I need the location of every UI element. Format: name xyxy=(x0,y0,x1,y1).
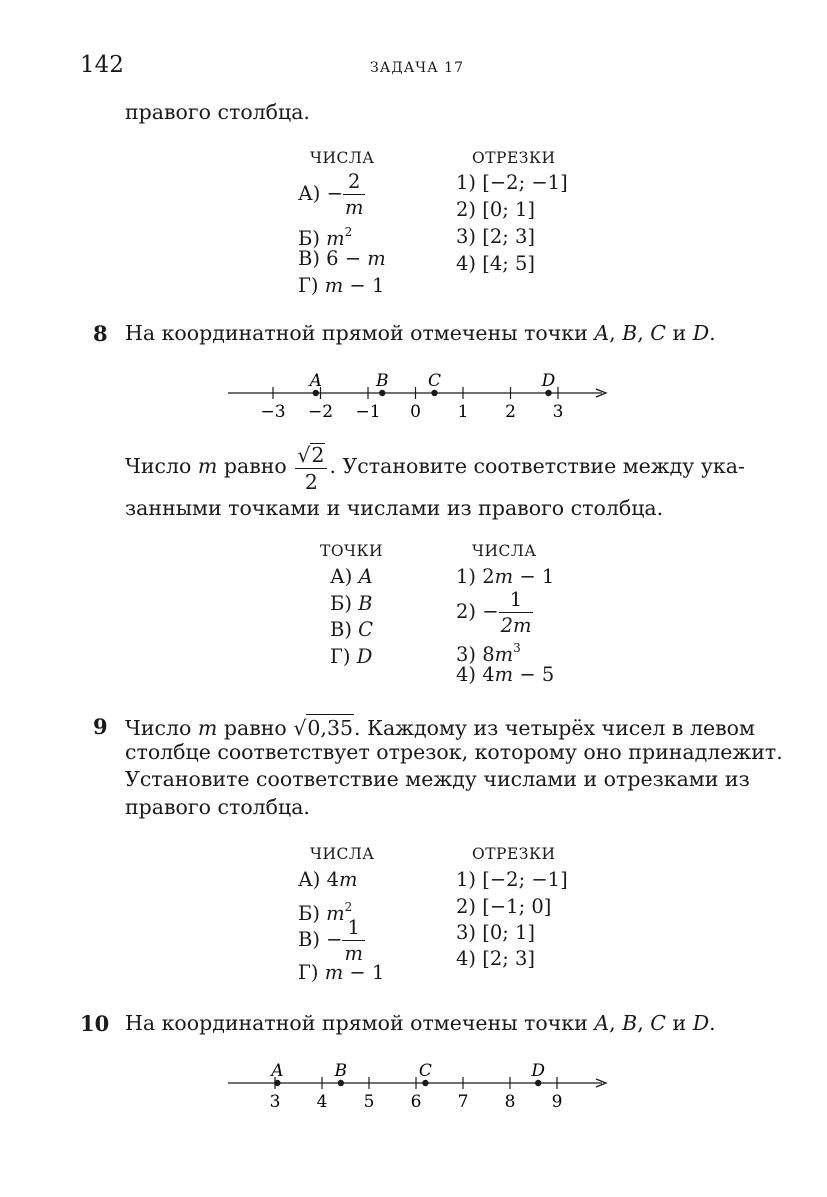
table3-item-a: А) 4m xyxy=(298,868,358,891)
continuation-text: правого столбца. xyxy=(125,100,310,124)
table3-item-g: Г) m − 1 xyxy=(298,961,385,984)
point-label: A xyxy=(309,371,322,391)
number-line-8 xyxy=(0,360,827,430)
table1-item-b: Б) $m^2$ xyxy=(298,225,353,250)
table2-point-b: Б) B xyxy=(330,592,373,615)
problem-10-number: 10 xyxy=(80,1011,110,1036)
table3-segment-2: 2) [−1; 0] xyxy=(456,895,552,918)
problem-8-statement: На координатной прямой отмечены точки A, B, C и D. xyxy=(125,321,716,345)
table2-point-c: В) C xyxy=(330,618,374,641)
problem-8-condition-line2: занными точками и числами из правого столбца. xyxy=(125,496,664,520)
table2-number-1: 1) 2m − 1 xyxy=(456,565,555,588)
table1-segment-1: 1) [−2; −1] xyxy=(456,171,568,194)
problem-8-number: 8 xyxy=(93,321,108,346)
tick-label: 1 xyxy=(457,402,469,422)
table3-segment-1: 1) [−2; −1] xyxy=(456,868,568,891)
table2-point-d: Г) D xyxy=(330,645,373,668)
table3-segment-4: 4) [2; 3] xyxy=(456,947,536,970)
point-label: B xyxy=(376,371,389,391)
table2-point-a: А) A xyxy=(330,565,373,588)
table1-segment-3: 3) [2; 3] xyxy=(456,225,536,248)
tick-label: 3 xyxy=(269,1092,281,1112)
table3-segment-3: 3) [0; 1] xyxy=(456,921,536,944)
table3-right-header: ОТРЕЗКИ xyxy=(472,845,556,863)
point-label: B xyxy=(334,1061,348,1081)
tick-label: 9 xyxy=(551,1092,563,1112)
problem-9-number: 9 xyxy=(93,714,108,739)
point-label: C xyxy=(427,371,442,391)
table2-number-4: 4) 4m − 5 xyxy=(456,663,555,686)
table1-segment-4: 4) [4; 5] xyxy=(456,252,536,275)
tick-label: 5 xyxy=(363,1092,375,1112)
table2-left-header: ТОЧКИ xyxy=(320,542,384,560)
problem-9-line3: Установите соответствие между числами и отрезками из xyxy=(125,767,750,791)
table1-right-header: ОТРЕЗКИ xyxy=(472,149,556,167)
point-label: D xyxy=(541,371,556,391)
tick-label: −3 xyxy=(260,402,286,422)
table1-segment-2: 2) [0; 1] xyxy=(456,198,536,221)
tick-label: 7 xyxy=(457,1092,469,1112)
problem-9-line1: Число m равно √0,35. Каждому из четырёх чисел в левом xyxy=(125,716,755,740)
page-number: 142 xyxy=(80,52,124,78)
table3-left-header: ЧИСЛА xyxy=(310,845,375,863)
problem-9-line4: правого столбца. xyxy=(125,795,310,819)
table1-item-g: Г) m − 1 xyxy=(298,274,385,297)
tick-label: −1 xyxy=(355,402,381,422)
table2-right-header: ЧИСЛА xyxy=(472,542,537,560)
tick-label: −2 xyxy=(307,402,334,422)
table3-item-b: Б) $m^2$ xyxy=(298,900,353,925)
table1-item-v: В) 6 − m xyxy=(298,247,386,270)
tick-label: 0 xyxy=(410,402,421,422)
tick-label: 3 xyxy=(552,402,564,422)
problem-9-line2: столбце соответствует отрезок, которому оно принадлежит. xyxy=(125,740,783,764)
table3-item-v: В) − $\frac{1}{m}$ xyxy=(298,916,363,965)
tick-label: 4 xyxy=(316,1092,328,1112)
table2-number-3: 3) $8m^3$ xyxy=(456,641,521,666)
tick-label: 6 xyxy=(410,1092,422,1112)
table1-item-a: А) − $\frac{2}{m}$ xyxy=(298,170,364,219)
problem-10-statement: На координатной прямой отмечены точки A, B, C и D. xyxy=(125,1011,716,1035)
running-title: ЗАДАЧА 17 xyxy=(370,60,464,76)
point-label: D xyxy=(531,1061,546,1081)
point-label: C xyxy=(418,1061,432,1081)
tick-label: 2 xyxy=(505,402,516,422)
number-line-10 xyxy=(0,1050,827,1120)
table2-number-2: 2) − $\frac{1}{2m}$ xyxy=(456,588,532,637)
table1-left-header: ЧИСЛА xyxy=(310,149,375,167)
tick-label: 8 xyxy=(504,1092,516,1112)
problem-8-condition: Число m равно $\frac{√2}{2}$ . Установите соответствие между ука- xyxy=(125,443,745,494)
point-label: A xyxy=(271,1061,284,1081)
